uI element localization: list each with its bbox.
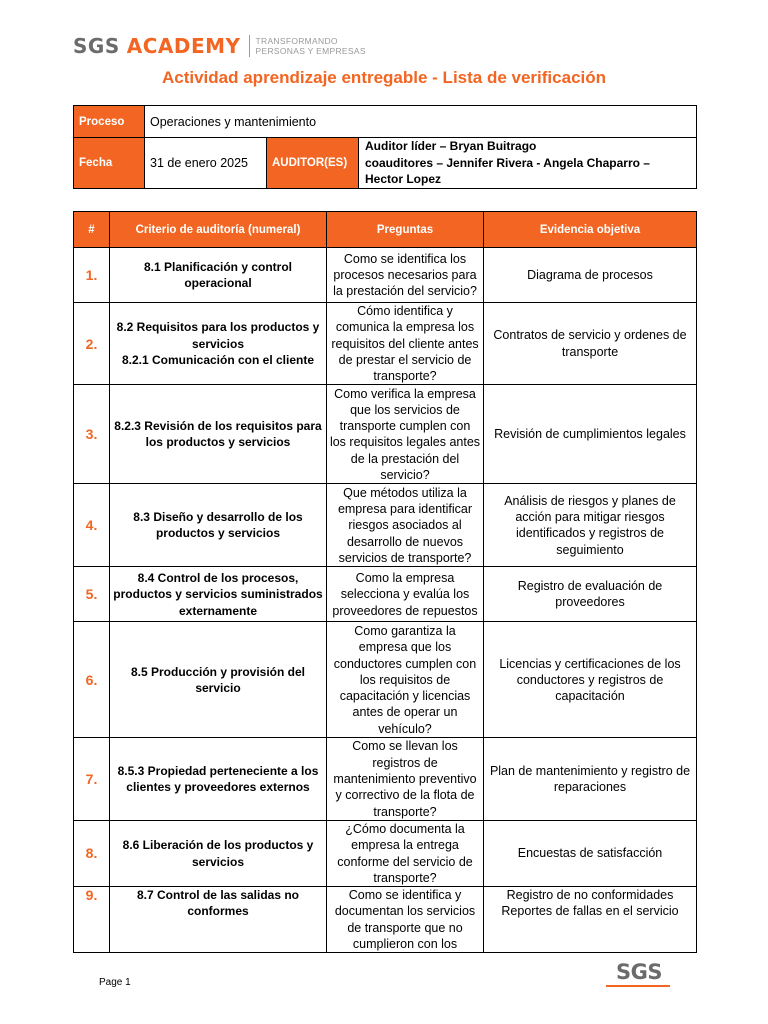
evidencia-cell-line: acción para mitigar riesgos [515, 510, 665, 525]
logo-tagline-line-1: TRANSFORMANDO [255, 36, 338, 46]
table-row [74, 385, 697, 484]
auditores-label: AUDITOR(ES) [267, 138, 359, 189]
pregunta-cell-line: empresa la entrega [351, 838, 459, 853]
criterio-cell-line: operacional [184, 276, 252, 290]
evidencia-cell [484, 820, 697, 886]
criterio-cell [110, 248, 327, 303]
evidencia-cell-line: reparaciones [553, 780, 627, 795]
row-number: 5. [74, 567, 110, 622]
proceso-value: Operaciones y mantenimiento [145, 106, 697, 138]
pregunta-cell-line: transporte cumplen con [339, 419, 471, 434]
criterio-cell [110, 567, 327, 622]
criterio-cell [110, 738, 327, 820]
pregunta-cell-line: documentan los servicios [334, 904, 476, 919]
evidencia-cell-line: Contratos de servicio y ordenes de [493, 328, 687, 343]
evidencia-cell-line: Licencias y certificaciones de los [499, 656, 681, 671]
page-number: Page 1 [99, 977, 131, 988]
criterio-cell-line: 8.6 Liberación de los productos y [122, 838, 314, 853]
header-criterio: Criterio de auditoría (numeral) [110, 212, 327, 248]
footer-logo-text: SGS [616, 960, 662, 984]
logo-name: ACADEMY [126, 34, 241, 58]
criterio-cell-line: 8.4 Control de los procesos, [137, 571, 299, 586]
evidencia-cell-line: transporte [561, 344, 619, 359]
criterio-cell [110, 820, 327, 886]
header-evidencia: Evidencia objetiva [484, 212, 697, 248]
pregunta-cell-line: Como se llevan los [352, 739, 458, 754]
pregunta-cell [327, 484, 484, 567]
pregunta-cell-line: transporte? [373, 369, 437, 384]
evidencia-cell [484, 622, 697, 738]
logo-brand: SGS [73, 34, 120, 58]
logo-divider [249, 35, 250, 57]
pregunta-cell-line: requisitos del cliente antes [331, 336, 479, 351]
pregunta-cell-line: antes de operar un [352, 705, 458, 720]
evidencia-cell [484, 303, 697, 385]
evidencia-cell [484, 738, 697, 820]
evidencia-cell-line: Encuestas de satisfacción [517, 846, 663, 861]
auditor-line: Hector Lopez [365, 172, 442, 186]
evidencia-cell-line: Análisis de riesgos y planes de [504, 493, 676, 508]
pregunta-cell-line: procesos necesarios para [333, 267, 477, 282]
fecha-label: Fecha [74, 138, 145, 189]
evidencia-cell-line: Diagrama de procesos [527, 267, 653, 282]
pregunta-cell-line: servicios de transporte? [338, 550, 472, 565]
criterio-cell-line: 8.2 Requisitos para los productos y [116, 320, 320, 335]
pregunta-cell-line: Que métodos utiliza la [343, 485, 467, 500]
pregunta-cell-line: selecciona y evalúa los [340, 587, 470, 602]
pregunta-cell-line: empresa para identificar [337, 502, 473, 517]
pregunta-cell-line: conforme del servicio de [337, 854, 473, 869]
evidencia-cell-line: capacitación [555, 689, 625, 704]
evidencia-cell-line: proveedores [555, 595, 625, 610]
table-row [74, 622, 697, 738]
pregunta-cell-line: Cómo identifica y [357, 304, 453, 318]
row-number: 9. [74, 887, 110, 953]
criterio-cell-line: 8.2.3 Revisión de los requisitos para [114, 419, 322, 434]
auditor-line: coauditores – Jennifer Rivera - Angela Chaparro – [365, 155, 650, 170]
pregunta-cell-line: Como verifica la empresa [334, 386, 476, 401]
logo-tagline-line-2: PERSONAS Y EMPRESAS [255, 46, 366, 56]
criterio-cell-line: productos y servicios suministrados [113, 587, 323, 602]
info-table [73, 105, 697, 189]
table-row [74, 820, 697, 886]
row-number: 8. [74, 820, 110, 886]
criterio-cell [110, 385, 327, 484]
pregunta-cell [327, 303, 484, 385]
pregunta-cell-line: que los servicios de [350, 402, 460, 417]
sgs-footer-logo [606, 960, 670, 990]
row-number: 1. [74, 248, 110, 303]
logo-tagline [256, 36, 366, 56]
pregunta-cell-line: capacitación y licencias [339, 689, 471, 704]
evidencia-cell-line: Registro de no conformidades [506, 888, 674, 903]
criterio-cell [110, 622, 327, 738]
pregunta-cell-line: Como la empresa [355, 571, 455, 586]
criterio-cell-line: productos y servicios [155, 526, 281, 541]
table-row [74, 567, 697, 622]
pregunta-cell-line: transporte? [373, 870, 437, 885]
pregunta-cell-line: de transporte que no [347, 920, 463, 935]
evidencia-cell-line: Reportes de fallas en el servicio [501, 904, 679, 919]
pregunta-cell-line: transporte? [373, 804, 437, 819]
criterio-cell-line: servicios [191, 336, 245, 351]
pregunta-cell-line: Como se identifica los [343, 251, 467, 266]
pregunta-cell-line: Como garantiza la [354, 623, 456, 638]
auditor-line: Auditor líder – Bryan Buitrago [365, 139, 537, 153]
row-number: 4. [74, 484, 110, 567]
criterio-cell [110, 887, 327, 953]
criterio-cell [110, 303, 327, 385]
pregunta-cell [327, 248, 484, 303]
footer-logo-bar [606, 985, 670, 987]
criterio-cell-line: 8.3 Diseño y desarrollo de los [133, 510, 303, 525]
pregunta-cell-line: Como se identifica y [348, 888, 462, 903]
table-row [74, 303, 697, 385]
evidencia-cell-line: identificados y registros de [516, 526, 664, 541]
document-title: Actividad aprendizaje entregable - Lista de verificación [161, 68, 607, 87]
criterio-cell-line: conformes [187, 904, 249, 919]
pregunta-cell-line: registros de [372, 755, 438, 770]
pregunta-cell-line: empresa que los [358, 640, 452, 655]
evidencia-cell [484, 567, 697, 622]
pregunta-cell-line: proveedores de repuestos [332, 603, 478, 618]
evidencia-cell-line: Plan de mantenimiento y registro de [489, 763, 691, 778]
pregunta-cell [327, 820, 484, 886]
pregunta-cell-line: de prestar el servicio de [338, 352, 472, 367]
evidencia-cell-line: conductores y registros de [516, 672, 664, 687]
criterio-cell-line: 8.2.1 Comunicación con el cliente [121, 352, 315, 367]
criterio-cell-line: servicio [195, 680, 241, 695]
criterio-cell [110, 484, 327, 567]
pregunta-cell-line: cumplieron con los [352, 937, 458, 952]
criterio-cell-line: clientes y proveedores externos [126, 780, 310, 795]
evidencia-cell-line: seguimiento [556, 542, 624, 557]
criterio-cell-line: los productos y servicios [145, 435, 291, 450]
criterio-cell-line: 8.1 Planificación y control [143, 259, 293, 274]
criterio-cell-line: 8.7 Control de las salidas no [136, 888, 300, 903]
evidencia-cell-line: Revisión de cumplimientos legales [494, 427, 686, 442]
evidencia-cell [484, 385, 697, 484]
pregunta-cell-line: conductores cumplen con [333, 656, 477, 671]
row-number: 2. [74, 303, 110, 385]
pregunta-cell [327, 385, 484, 484]
table-row [74, 248, 697, 303]
criterio-cell-line: 8.5.3 Propiedad perteneciente a los [117, 763, 319, 778]
evidencia-cell [484, 887, 697, 953]
checklist-table [73, 211, 697, 953]
row-number: 6. [74, 622, 110, 738]
pregunta-cell-line: de la prestación del [350, 451, 460, 466]
pregunta-cell [327, 887, 484, 953]
criterio-cell-line: externamente [178, 603, 258, 618]
table-row [74, 887, 697, 953]
pregunta-cell-line: vehículo? [378, 721, 432, 736]
criterio-cell-line: 8.5 Producción y provisión del [130, 664, 306, 679]
header-preguntas: Preguntas [327, 212, 484, 248]
pregunta-cell-line: y correctivo de la flota de [335, 788, 475, 803]
table-row [74, 738, 697, 820]
auditores-value [359, 138, 697, 189]
table-row [74, 484, 697, 567]
header-number: # [74, 212, 110, 248]
evidencia-cell [484, 248, 697, 303]
pregunta-cell-line: la prestación del servicio? [333, 284, 477, 299]
pregunta-cell-line: servicio? [380, 468, 430, 483]
pregunta-cell-line: los requisitos de [359, 672, 451, 687]
proceso-label: Proceso [74, 106, 145, 138]
pregunta-cell [327, 622, 484, 738]
pregunta-cell [327, 567, 484, 622]
pregunta-cell-line: comunica la empresa los [335, 320, 475, 335]
sgs-academy-logo [73, 34, 366, 58]
pregunta-cell-line: riesgos asociados al [348, 518, 462, 533]
row-number: 3. [74, 385, 110, 484]
pregunta-cell [327, 738, 484, 820]
pregunta-cell-line: mantenimiento preventivo [333, 772, 477, 787]
fecha-value: 31 de enero 2025 [145, 138, 267, 189]
evidencia-cell-line: Registro de evaluación de [517, 579, 663, 594]
pregunta-cell-line: los requisitos legales antes [329, 435, 481, 450]
row-number: 7. [74, 738, 110, 820]
evidencia-cell [484, 484, 697, 567]
pregunta-cell-line: ¿Cómo documenta la [345, 821, 465, 836]
criterio-cell-line: servicios [191, 854, 245, 869]
pregunta-cell-line: desarrollo de nuevos [346, 534, 464, 549]
